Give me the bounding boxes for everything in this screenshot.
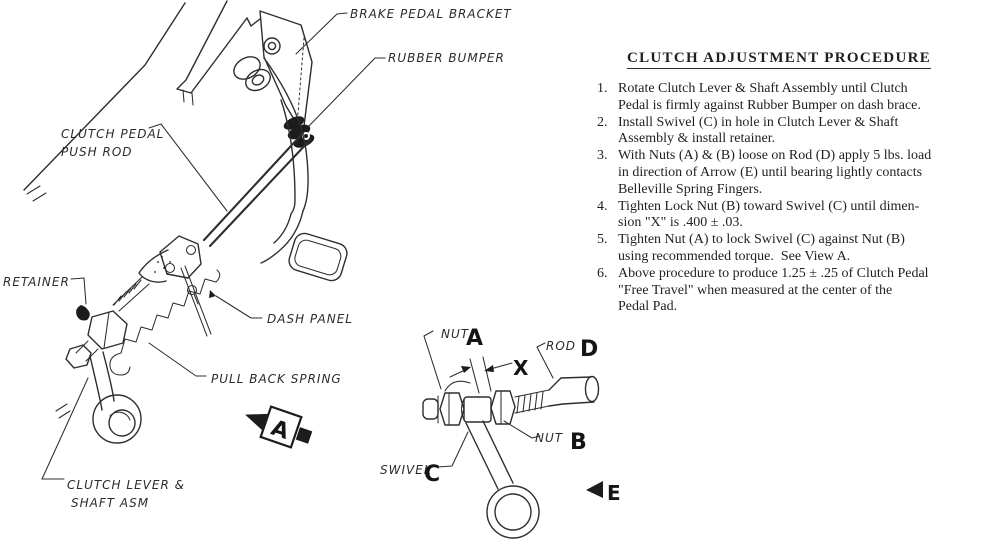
step-lines bbox=[618, 81, 921, 115]
label-clutch-pedal-push-rod-1: CLUTCH PEDAL bbox=[61, 127, 165, 141]
step-lines bbox=[618, 115, 898, 149]
label-rod-d-word: ROD bbox=[546, 339, 577, 353]
step-line: Install Swivel (C) in hole in Clutch Lever & Shaft bbox=[618, 114, 899, 130]
procedure-title: CLUTCH ADJUSTMENT PROCEDURE bbox=[627, 50, 931, 69]
procedure-steps bbox=[597, 81, 997, 316]
label-nut-a-letter: A bbox=[466, 326, 484, 351]
step-line: Rotate Clutch Lever & Shaft Assembly until Clutch bbox=[618, 81, 908, 96]
label-dash-panel: DASH PANEL bbox=[267, 312, 353, 326]
step-number: 3. bbox=[597, 148, 608, 164]
label-dimension-x: X bbox=[513, 356, 529, 380]
procedure-step bbox=[597, 199, 997, 233]
step-line: Pedal Pad. bbox=[618, 299, 678, 315]
step-line: Tighten Lock Nut (B) toward Swivel (C) until dimen- bbox=[618, 198, 920, 214]
threaded-rod-end bbox=[113, 277, 149, 311]
step-line: With Nuts (A) & (B) loose on Rod (D) apply 5 lbs. load bbox=[618, 148, 932, 164]
label-swivel-c-word: SWIVEL bbox=[380, 463, 432, 477]
procedure-step bbox=[597, 232, 997, 266]
procedure-step bbox=[597, 115, 997, 149]
label-nut-a-word: NUT bbox=[441, 327, 470, 341]
label-arrow-e: E bbox=[607, 481, 621, 505]
procedure-step bbox=[597, 148, 997, 198]
dash-boot-flange bbox=[139, 236, 201, 282]
procedure-step bbox=[597, 266, 997, 316]
label-clutch-lever-2: SHAFT ASM bbox=[71, 496, 150, 510]
swivel-nut-cluster bbox=[66, 311, 127, 368]
brake-pedal-bracket-shape bbox=[230, 11, 312, 134]
view-a-letter: A bbox=[267, 415, 292, 445]
label-clutch-lever-1: CLUTCH LEVER & bbox=[67, 478, 185, 492]
step-lines bbox=[618, 232, 905, 266]
label-clutch-pedal-push-rod-2: PUSH ROD bbox=[61, 145, 133, 159]
procedure-step bbox=[597, 81, 997, 115]
step-number: 1. bbox=[597, 81, 608, 96]
label-brake-pedal-bracket: BRAKE PEDAL BRACKET bbox=[350, 7, 512, 21]
diagram-labels bbox=[3, 7, 621, 510]
procedure-panel bbox=[597, 50, 997, 316]
step-line: Above procedure to produce 1.25 ± .25 of Clutch Pedal bbox=[618, 265, 929, 281]
label-rubber-bumper: RUBBER BUMPER bbox=[388, 51, 505, 65]
step-line: "Free Travel" when measured at the center of the bbox=[618, 282, 893, 298]
label-nut-b-letter: B bbox=[570, 430, 587, 455]
label-pull-back-spring: PULL BACK SPRING bbox=[211, 372, 342, 386]
push-rod bbox=[204, 133, 310, 246]
leader-lines bbox=[42, 13, 385, 479]
dimension-x-lines bbox=[450, 357, 512, 393]
step-line: using recommended torque. See View A. bbox=[618, 248, 851, 264]
label-swivel-c-letter: C bbox=[424, 462, 441, 487]
step-line: Belleville Spring Fingers. bbox=[618, 181, 763, 197]
step-number: 2. bbox=[597, 114, 608, 130]
retainer-clip bbox=[76, 305, 90, 321]
diagram-linework bbox=[24, 1, 603, 538]
step-line: Tighten Nut (A) to lock Swivel (C) against Nut (B) bbox=[618, 232, 905, 248]
step-line: Assembly & install retainer. bbox=[618, 131, 776, 147]
clutch-pedal-arm bbox=[261, 58, 308, 263]
step-line: Pedal is firmly against Rubber Bumper on dash brace. bbox=[618, 97, 921, 113]
arrow-e-arrowhead bbox=[586, 481, 603, 498]
step-lines bbox=[618, 199, 919, 233]
step-number: 5. bbox=[597, 232, 608, 248]
view-a-marker bbox=[240, 400, 316, 453]
clutch-lever-shape bbox=[90, 352, 141, 443]
step-line: sion "X" is .400 ± .03. bbox=[618, 215, 743, 231]
label-nut-b-word: NUT bbox=[535, 431, 564, 445]
body-panel-lines bbox=[24, 1, 260, 201]
label-retainer: RETAINER bbox=[3, 275, 70, 289]
label-rod-d-letter: D bbox=[580, 337, 599, 362]
step-lines bbox=[618, 148, 931, 198]
pedal-pad bbox=[287, 231, 350, 283]
step-number: 4. bbox=[597, 198, 608, 214]
step-number: 6. bbox=[597, 265, 608, 281]
step-lines bbox=[618, 266, 929, 316]
step-line: in direction of Arrow (E) until bearing lightly contacts bbox=[618, 164, 923, 180]
